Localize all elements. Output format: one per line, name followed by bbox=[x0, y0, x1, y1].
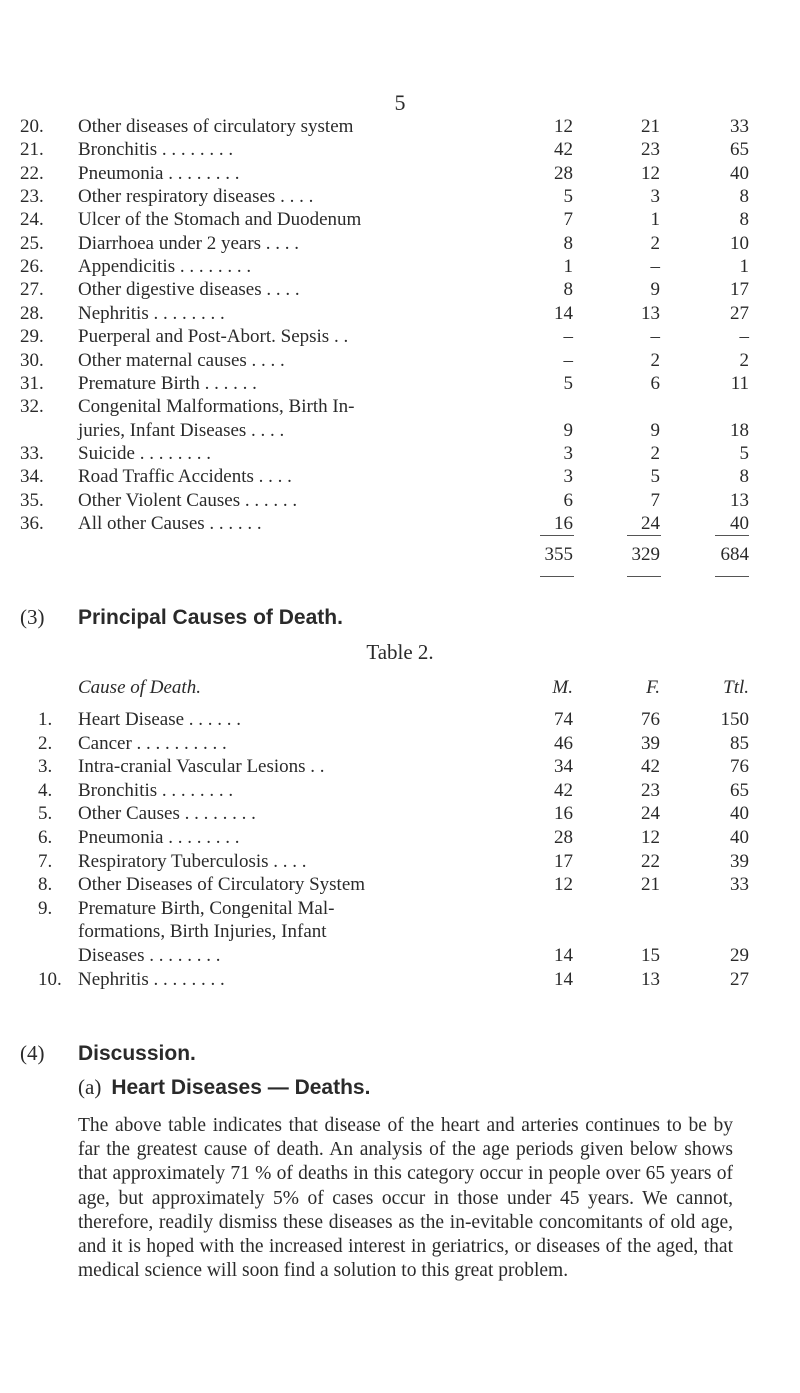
discussion-paragraph: The above table indicates that disease of the heart and arteries continues to be by far the greatest cause of death. An analysis of the age periods given below shows that approximately 71 % of deaths in this category occur in people over 65 years of age, but approximately 5% of cases occur in those under 45 years. We cannot, therefore, readily dismiss these diseases as the in-evitable concomitants of old age, and it is hoped with the increased interest in geriatrics, or diseases of the aged, that medical science will soon find a solution to this great problem. bbox=[78, 1115, 733, 1282]
table-row bbox=[0, 232, 800, 256]
row-male: 74 bbox=[554, 709, 573, 730]
row-female: 13 bbox=[641, 968, 660, 990]
row-cause: Cancer . . . . . . . . . . bbox=[78, 732, 227, 754]
total-female: 329 bbox=[631, 544, 660, 565]
row-number: 4. bbox=[38, 779, 53, 801]
row-cause: Other digestive diseases . . . . bbox=[78, 279, 300, 301]
table-row bbox=[0, 920, 800, 944]
row-cause: Appendicitis . . . . . . . . bbox=[78, 256, 252, 278]
row-cause: Premature Birth . . . . . . bbox=[78, 372, 257, 394]
row-male: 6 bbox=[563, 489, 573, 511]
row-female: 12 bbox=[641, 827, 660, 848]
row-total: 27 bbox=[730, 302, 749, 324]
section-3-title: Principal Causes of Death. bbox=[78, 606, 343, 629]
row-number: 8. bbox=[38, 874, 53, 896]
table-row bbox=[0, 442, 800, 466]
row-male: 14 bbox=[554, 968, 573, 990]
row-number: 10. bbox=[38, 968, 62, 990]
row-number: 20. bbox=[20, 116, 44, 137]
row-male: 16 bbox=[554, 512, 573, 534]
total-rule-bottom-f bbox=[627, 576, 661, 577]
row-number: 28. bbox=[20, 302, 44, 324]
row-total: 40 bbox=[730, 827, 749, 848]
row-male: 16 bbox=[554, 803, 573, 825]
row-number: 29. bbox=[20, 326, 44, 348]
row-total: 40 bbox=[730, 162, 749, 184]
row-number: 9. bbox=[38, 897, 53, 919]
row-female: 23 bbox=[641, 779, 660, 801]
page-number: 5 bbox=[394, 90, 406, 115]
row-cause: juries, Infant Diseases . . . . bbox=[78, 419, 285, 441]
row-cause: Other Violent Causes . . . . . . bbox=[78, 489, 298, 511]
table-row bbox=[0, 489, 800, 513]
row-total: 39 bbox=[730, 850, 749, 872]
row-female: – bbox=[650, 256, 660, 278]
row-cause: Congenital Malformations, Birth In- bbox=[78, 396, 355, 418]
total-rule-bottom-t bbox=[715, 576, 749, 577]
row-number: 34. bbox=[20, 466, 44, 488]
row-male: 28 bbox=[554, 162, 573, 184]
table-row bbox=[0, 349, 800, 373]
row-female: 15 bbox=[641, 945, 660, 966]
header-total: Ttl. bbox=[723, 677, 749, 698]
row-female: 9 bbox=[650, 419, 660, 441]
row-cause: Respiratory Tuberculosis . . . . bbox=[78, 850, 307, 872]
row-number: 2. bbox=[38, 732, 53, 754]
row-female: 24 bbox=[641, 803, 660, 825]
row-male: 12 bbox=[554, 116, 573, 137]
row-cause: Bronchitis . . . . . . . . bbox=[78, 779, 234, 801]
table-row bbox=[0, 802, 800, 826]
row-female: 2 bbox=[650, 349, 660, 371]
table-row bbox=[0, 185, 800, 209]
row-total: 11 bbox=[730, 372, 749, 394]
row-female: 21 bbox=[641, 874, 660, 896]
row-cause: Nephritis . . . . . . . . bbox=[78, 302, 225, 324]
row-cause: Other Causes . . . . . . . . bbox=[78, 803, 256, 825]
total-rule-bottom-m bbox=[540, 576, 574, 577]
header-female: F. bbox=[646, 677, 660, 698]
row-cause: Heart Disease . . . . . . bbox=[78, 709, 242, 730]
row-number: 1. bbox=[38, 709, 53, 730]
table-row bbox=[0, 115, 800, 139]
row-male: 5 bbox=[563, 186, 573, 208]
row-total: 65 bbox=[730, 779, 749, 801]
row-total: 33 bbox=[730, 116, 749, 137]
section-3-heading bbox=[20, 605, 343, 630]
total-rule-top-t bbox=[715, 535, 749, 536]
row-male: – bbox=[563, 326, 573, 348]
row-female: 12 bbox=[641, 162, 660, 184]
table-row bbox=[0, 512, 800, 536]
section-4-title: Discussion. bbox=[78, 1042, 196, 1065]
row-number: 33. bbox=[20, 442, 44, 464]
row-cause: Other diseases of circulatory system bbox=[78, 116, 354, 137]
totals-row bbox=[0, 543, 800, 567]
table-row bbox=[0, 755, 800, 779]
row-male: 12 bbox=[554, 874, 573, 896]
subsection-a-number: (a) bbox=[78, 1075, 102, 1099]
table-row bbox=[0, 732, 800, 756]
row-number: 3. bbox=[38, 756, 53, 778]
row-cause: Puerperal and Post-Abort. Sepsis . . bbox=[78, 326, 349, 348]
table-row bbox=[0, 850, 800, 874]
row-cause: Other Diseases of Circulatory System bbox=[78, 874, 366, 896]
total-rule-top-f bbox=[627, 535, 661, 536]
row-total: – bbox=[739, 326, 749, 348]
row-total: 8 bbox=[739, 209, 749, 231]
table-row bbox=[0, 395, 800, 419]
row-female: 6 bbox=[650, 372, 660, 394]
table-row bbox=[0, 968, 800, 992]
row-total: 13 bbox=[730, 489, 749, 511]
section-4-number: (4) bbox=[20, 1041, 45, 1065]
row-male: 5 bbox=[563, 372, 573, 394]
table-row bbox=[0, 708, 800, 732]
table-2-header bbox=[0, 676, 800, 700]
row-male: 42 bbox=[554, 779, 573, 801]
row-female: 2 bbox=[650, 442, 660, 464]
row-male: 28 bbox=[554, 827, 573, 848]
row-number: 27. bbox=[20, 279, 44, 301]
row-cause: Ulcer of the Stomach and Duodenum bbox=[78, 209, 362, 231]
row-female: 1 bbox=[650, 209, 660, 231]
row-cause: Road Traffic Accidents . . . . bbox=[78, 466, 292, 488]
row-cause: Intra-cranial Vascular Lesions . . bbox=[78, 756, 325, 778]
row-female: – bbox=[650, 326, 660, 348]
table-row bbox=[0, 208, 800, 232]
row-total: 8 bbox=[739, 186, 749, 208]
row-male: 3 bbox=[563, 466, 573, 488]
row-total: 18 bbox=[730, 419, 749, 441]
row-total: 33 bbox=[730, 874, 749, 896]
table-row bbox=[0, 162, 800, 186]
table-row bbox=[0, 302, 800, 326]
row-male: 7 bbox=[563, 209, 573, 231]
row-cause: Other respiratory diseases . . . . bbox=[78, 186, 314, 208]
row-total: 2 bbox=[739, 349, 749, 371]
row-number: 25. bbox=[20, 232, 44, 254]
row-male: 14 bbox=[554, 945, 573, 966]
row-number: 30. bbox=[20, 349, 44, 371]
row-number: 26. bbox=[20, 256, 44, 278]
row-male: 1 bbox=[563, 256, 573, 278]
row-number: 6. bbox=[38, 827, 53, 848]
row-total: 40 bbox=[730, 512, 749, 534]
row-female: 7 bbox=[650, 489, 660, 511]
table-row bbox=[0, 278, 800, 302]
header-cause: Cause of Death. bbox=[78, 677, 201, 698]
row-male: 17 bbox=[554, 850, 573, 872]
row-male: – bbox=[563, 349, 573, 371]
row-male: 8 bbox=[563, 232, 573, 254]
total-male: 355 bbox=[544, 544, 573, 565]
row-number: 7. bbox=[38, 850, 53, 872]
row-female: 2 bbox=[650, 232, 660, 254]
row-number: 22. bbox=[20, 162, 44, 184]
row-total: 29 bbox=[730, 945, 749, 966]
row-total: 8 bbox=[739, 466, 749, 488]
row-female: 21 bbox=[641, 116, 660, 137]
table-row bbox=[0, 419, 800, 443]
row-number: 23. bbox=[20, 186, 44, 208]
total-all: 684 bbox=[720, 544, 749, 565]
row-cause: Pneumonia . . . . . . . . bbox=[78, 827, 240, 848]
total-rule-top-m bbox=[540, 535, 574, 536]
row-number: 24. bbox=[20, 209, 44, 231]
row-female: 23 bbox=[641, 139, 660, 161]
row-total: 85 bbox=[730, 732, 749, 754]
row-number: 5. bbox=[38, 803, 53, 825]
table-row bbox=[0, 465, 800, 489]
table-row bbox=[0, 944, 800, 968]
row-total: 17 bbox=[730, 279, 749, 301]
subsection-a-title: Heart Diseases — Deaths. bbox=[111, 1076, 371, 1099]
table-row bbox=[0, 138, 800, 162]
row-total: 1 bbox=[739, 256, 749, 278]
row-cause: Nephritis . . . . . . . . bbox=[78, 968, 225, 990]
table-2-title: Table 2. bbox=[366, 640, 434, 664]
table-row bbox=[0, 873, 800, 897]
section-4-heading bbox=[20, 1041, 196, 1066]
header-male: M. bbox=[552, 677, 573, 698]
row-cause: Other maternal causes . . . . bbox=[78, 349, 285, 371]
row-number: 32. bbox=[20, 396, 44, 418]
row-total: 5 bbox=[739, 442, 749, 464]
table-row bbox=[0, 826, 800, 850]
row-female: 76 bbox=[641, 709, 660, 730]
row-cause: Pneumonia . . . . . . . . bbox=[78, 162, 240, 184]
row-total: 65 bbox=[730, 139, 749, 161]
row-cause: Diarrhoea under 2 years . . . . bbox=[78, 232, 300, 254]
row-male: 14 bbox=[554, 302, 573, 324]
table-row bbox=[0, 779, 800, 803]
row-female: 42 bbox=[641, 756, 660, 778]
row-female: 5 bbox=[650, 466, 660, 488]
row-total: 27 bbox=[730, 968, 749, 990]
row-cause: formations, Birth Injuries, Infant bbox=[78, 921, 327, 943]
row-cause: Suicide . . . . . . . . bbox=[78, 442, 211, 464]
row-male: 9 bbox=[563, 419, 573, 441]
table-row bbox=[0, 255, 800, 279]
row-female: 39 bbox=[641, 732, 660, 754]
row-cause: All other Causes . . . . . . bbox=[78, 512, 262, 534]
table-row bbox=[0, 325, 800, 349]
row-male: 34 bbox=[554, 756, 573, 778]
row-female: 3 bbox=[650, 186, 660, 208]
row-cause: Diseases . . . . . . . . bbox=[78, 945, 221, 966]
row-male: 42 bbox=[554, 139, 573, 161]
row-number: 21. bbox=[20, 139, 44, 161]
row-female: 9 bbox=[650, 279, 660, 301]
row-number: 31. bbox=[20, 372, 44, 394]
row-female: 13 bbox=[641, 302, 660, 324]
row-total: 76 bbox=[730, 756, 749, 778]
row-cause: Bronchitis . . . . . . . . bbox=[78, 139, 234, 161]
table-row bbox=[0, 897, 800, 921]
row-number: 36. bbox=[20, 512, 44, 534]
row-male: 8 bbox=[563, 279, 573, 301]
row-cause: Premature Birth, Congenital Mal- bbox=[78, 897, 335, 919]
section-3-number: (3) bbox=[20, 605, 45, 629]
row-male: 3 bbox=[563, 442, 573, 464]
row-male: 46 bbox=[554, 732, 573, 754]
row-female: 24 bbox=[641, 512, 660, 534]
row-total: 10 bbox=[730, 232, 749, 254]
row-total: 40 bbox=[730, 803, 749, 825]
row-total: 150 bbox=[720, 709, 749, 730]
table-row bbox=[0, 372, 800, 396]
row-number: 35. bbox=[20, 489, 44, 511]
subsection-a-heading bbox=[78, 1075, 370, 1100]
row-female: 22 bbox=[641, 850, 660, 872]
